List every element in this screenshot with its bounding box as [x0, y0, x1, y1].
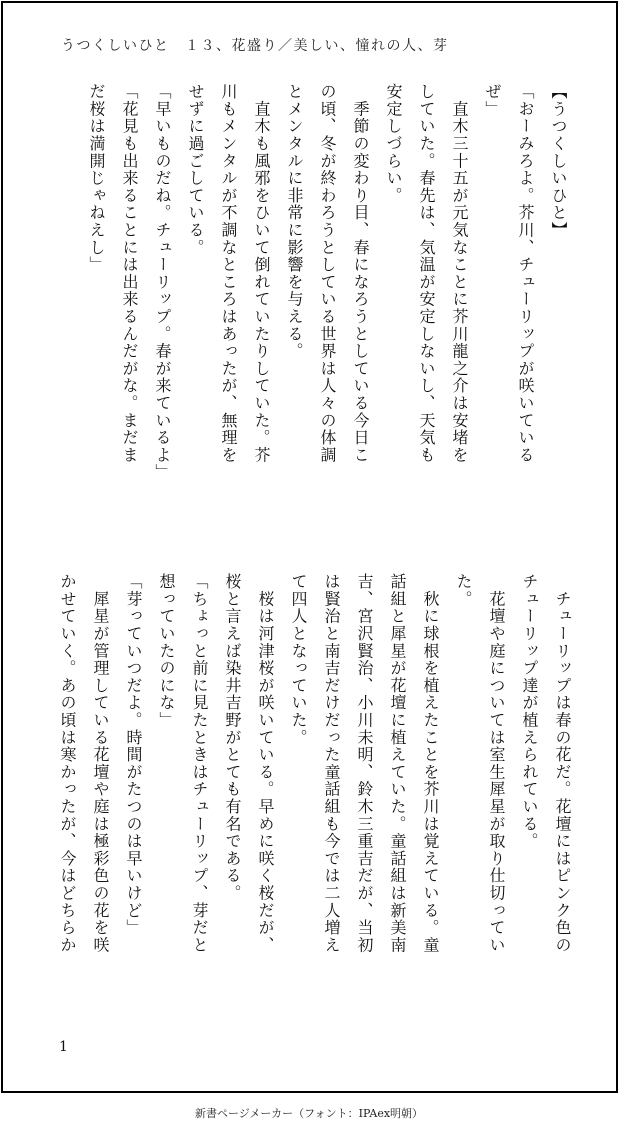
text-line: ぜ」	[483, 83, 502, 118]
text-line: 季節の変わり目、春になろうとしている今日こ	[351, 83, 370, 464]
text-line: 桜と言えば染井吉野がとても有名である。	[223, 573, 242, 902]
text-line: 桜は河津桜が咲いている。早めに咲く桜だが、	[256, 573, 275, 954]
text-line: 「ちょっと前に見たときはチューリップ、芽だと	[190, 573, 209, 954]
text-line: の頃、冬が終わろうとしている世界は人々の体調	[318, 83, 337, 464]
text-line: していた。春先は、気温が安定しないし、天気も	[417, 83, 436, 464]
text-line: 直木も風邪をひいて倒れていたりしていた。芥	[252, 83, 271, 464]
running-header: うつくしいひと １３、花盛り／美しい、憧れの人、芽	[61, 38, 449, 54]
text-line: だ桜は満開じゃねえし」	[87, 83, 106, 274]
text-line: 直木三十五が元気なことに芥川龍之介は安堵を	[450, 83, 469, 464]
text-line: 安定しづらい。	[384, 83, 403, 205]
text-line: 秋に球根を植えたことを芥川は覚えている。童	[421, 573, 440, 954]
text-line: 【うつくしいひと】	[549, 83, 568, 239]
text-line: 想っていたのにな」	[157, 573, 176, 729]
text-line: て四人となっていた。	[289, 573, 308, 746]
upper-text-block	[53, 83, 575, 533]
text-line: は賢治と南吉だけだった童話組も今では二人増え	[322, 573, 341, 954]
text-line: 「花見も出来ることには出来るんだがな。まだま	[120, 83, 139, 464]
page-frame	[1, 1, 618, 1093]
text-line: 「早いものだね。チューリップ。春が来ているよ」	[153, 83, 172, 481]
text-line: 「おーみろよ。芥川、チューリップが咲いている	[516, 83, 535, 464]
text-line: チューリップは春の花だ。花壇にはピンク色の	[553, 573, 572, 954]
text-line: チューリップ達が植えられている。	[520, 573, 539, 850]
text-line: 吉、宮沢賢治、小川未明、鈴木三重吉だが、当初	[355, 573, 374, 954]
text-line: 川もメンタルが不調なところはあったが、無理を	[219, 83, 238, 464]
footer-credit: 新書ページメーカー（フォント：IPAex明朝）	[194, 1107, 424, 1120]
text-line: 話組と犀星が花壇に植えていた。童話組は新美南	[388, 573, 407, 954]
text-line: せずに過ごしている。	[186, 83, 205, 256]
text-line: とメンタルに非常に影響を与える。	[285, 83, 304, 360]
text-line: 犀星が管理している花壇や庭は極彩色の花を咲	[91, 573, 110, 954]
text-line: 「芽っていつだよ。時間がたつのは早いけど」	[124, 573, 143, 937]
text-line: た。	[454, 573, 473, 608]
text-line: 花壇や庭については室生犀星が取り仕切ってい	[487, 573, 506, 954]
text-line: かせていく。あの頃は寒かったが、今はどちらか	[58, 573, 77, 954]
page-number: 1	[59, 1039, 68, 1055]
lower-text-block	[51, 573, 579, 1023]
